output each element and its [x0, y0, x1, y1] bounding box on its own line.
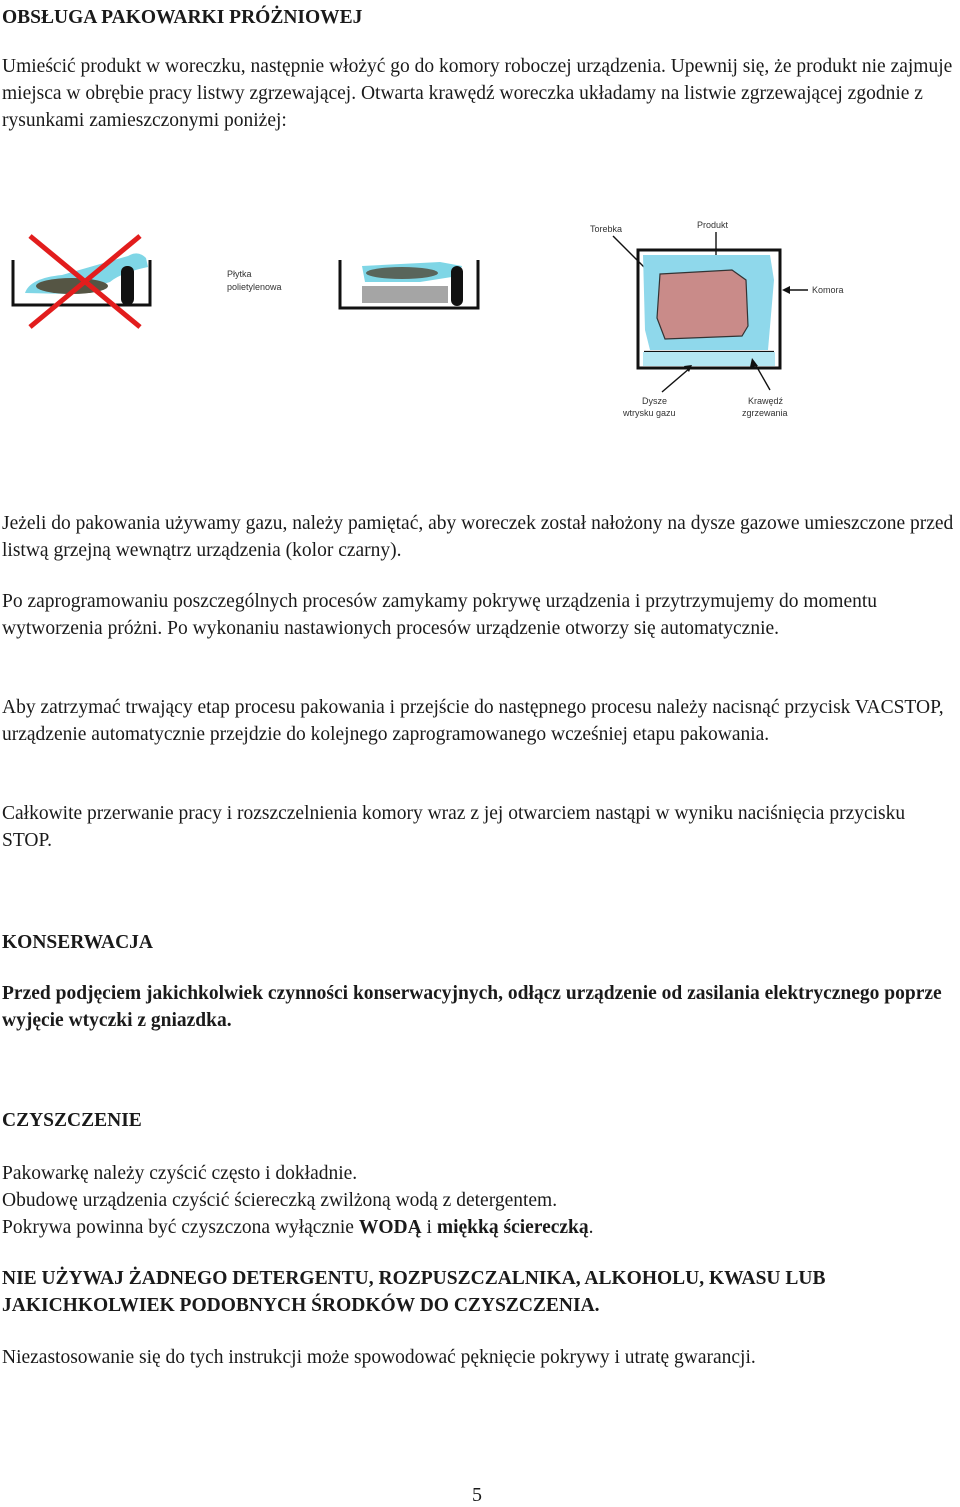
label-edge-2: zgrzewania: [742, 408, 788, 418]
correct-placement-illustration: [340, 260, 478, 308]
warning-paragraph: NIE UŻYWAJ ŻADNEGO DETERGENTU, ROZPUSZCZALNIKA, ALKOHOLU, KWASU LUB JAKICHKOLWIEK PODOBNYCH ŚRODKÓW DO CZYSZCZENIA.: [2, 1268, 826, 1316]
soft-cloth-emphasis: miękką ściereczką: [436, 1217, 589, 1238]
heading-konserwacja: KONSERWACJA: [2, 932, 154, 953]
bag-placement-figure: [0, 200, 960, 440]
label-bag: Torebka: [590, 224, 623, 234]
cleaning-line-2: Obudowę urządzenia czyścić ściereczką zwilżoną wodą z detergentem.: [2, 1190, 558, 1211]
gas-paragraph: Jeżeli do pakowania używamy gazu, należy pamiętać, aby woreczek został nałożony na dysze gazowe umieszczone przed listwą grzejną wewnątrz urządzenia (kolor czarny).: [2, 513, 954, 561]
label-plate-2: polietylenowa: [227, 282, 282, 292]
label-edge-1: Krawędź: [748, 396, 784, 406]
stop-paragraph: Całkowite przerwanie pracy i rozszczelnienia komory wraz z jej otwarciem nastąpi w wyniku naciśnięcia przycisku STOP.: [2, 803, 906, 851]
cleaning-line-1: Pakowarkę należy czyścić często i dokładnie.: [2, 1163, 358, 1184]
water-emphasis: WODĄ: [358, 1217, 422, 1238]
cleaning-line-3-and: i: [421, 1217, 437, 1238]
label-plate-1: Płytka: [227, 269, 252, 279]
label-nozzles-1: Dysze: [642, 396, 668, 406]
program-paragraph: Po zaprogramowaniu poszczególnych procesów zamykamy pokrywę urządzenia i przytrzymujemy do momentu wytworzenia próżni. Po wykonaniu nastawionych procesów urządzenie otworzy się automatycznie.: [2, 591, 878, 639]
final-paragraph: Niezastosowanie się do tych instrukcji może spowodować pęknięcie pokrywy i utratę gwarancji.: [2, 1347, 756, 1368]
heading-czyszczenie: CZYSZCZENIE: [2, 1110, 142, 1131]
intro-paragraph: Umieścić produkt w woreczku, następnie włożyć go do komory roboczej urządzenia. Upewnij się, że produkt nie zajmuje miejsca w obrębie pracy listwy zgrzewającej. Otwarta krawędź woreczka układamy na listwie zgrzewającej zgodnie z rysunkami zamieszczonymi poniżej:: [2, 56, 953, 131]
wrong-placement-illustration: [13, 236, 150, 327]
label-product: Produkt: [697, 220, 729, 230]
label-chamber: Komora: [812, 285, 844, 295]
vacstop-paragraph: Aby zatrzymać trwający etap procesu pakowania i przejście do następnego procesu należy nacisnąć przycisk VACSTOP, urządzenie automatycznie przejdzie do kolejnego zaprogramowanego wcześniej etapu pakowania.: [2, 697, 944, 745]
cleaning-line-3: [2, 1214, 954, 1241]
page-number: 5: [472, 1484, 482, 1506]
konserwacja-paragraph: Przed podjęciem jakichkolwiek czynności konserwacyjnych, odłącz urządzenie od zasilania elektrycznego poprze wyjęcie wtyczki z gniazdka.: [2, 983, 942, 1031]
cleaning-line-3-end: .: [588, 1217, 594, 1238]
cleaning-line-3-text: Pokrywa powinna być czyszczona wyłącznie: [2, 1217, 359, 1238]
label-nozzles-2: wtrysku gazu: [623, 408, 676, 418]
chamber-detail-illustration: [590, 220, 844, 418]
page-title: OBSŁUGA PAKOWARKI PRÓŻNIOWEJ: [2, 7, 363, 28]
